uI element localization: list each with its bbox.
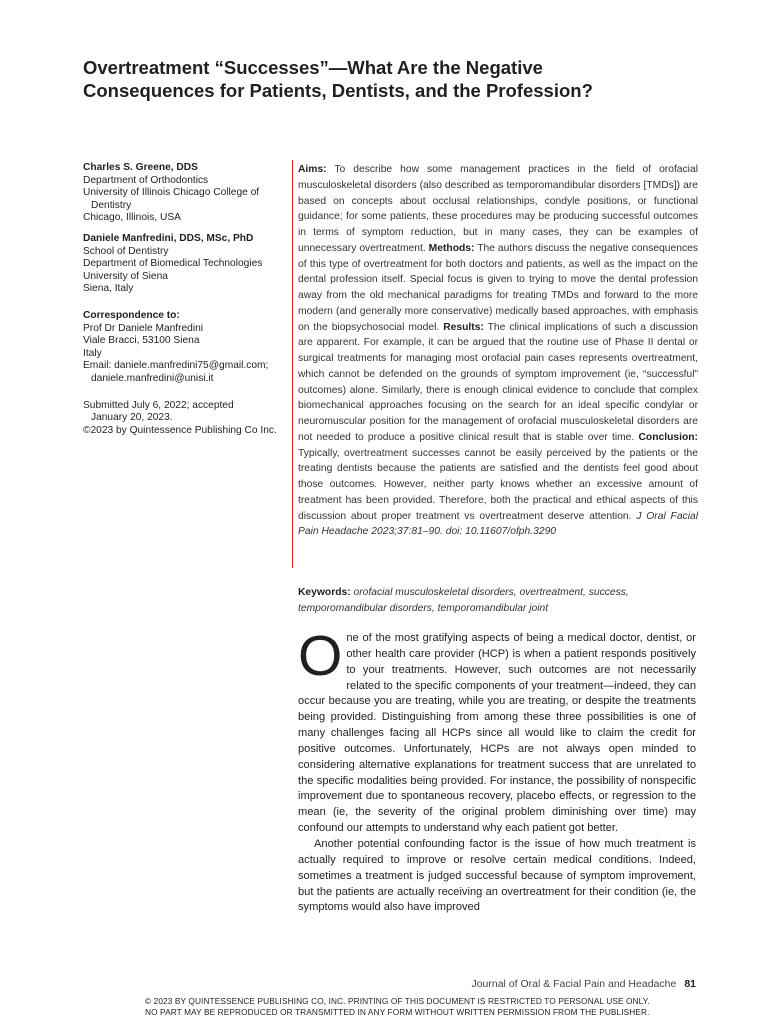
keywords	[298, 585, 698, 617]
author-1	[83, 162, 283, 225]
author-1-affiliation-4: Chicago, Illinois, USA	[83, 212, 181, 224]
body-paragraph-2: Another potential confounding factor is the issue of how much treatment is actually required to improve or resolve certain medical conditions. Indeed, sometimes a treatment is judged successful because of symptom improvement, but the patients are actually receiving an overtreatment for their condition (ie, the symptoms would also have improved	[298, 837, 696, 914]
author-1-affiliation-1: Department of Orthodontics	[83, 174, 209, 186]
correspondence-line-2: Viale Bracci, 53100 Siena	[83, 335, 200, 347]
methods-text: The authors discuss the negative consequences of this type of overtreatment for both doctors and patients, as well as the impact on the dental profession itself. Special focus is given to trying to move the dental profession away from the old mechanical paradigms for treating TMDs and forward to the more modern (and generally more conservative) medically based approaches, with emphasis on the biopsychosocial model.	[298, 242, 698, 333]
correspondence	[83, 310, 283, 386]
article-body	[298, 624, 696, 916]
conclusion-label: Conclusion:	[638, 431, 698, 443]
author-1-affiliation-3: Dentistry	[91, 199, 132, 211]
article-title	[83, 56, 723, 102]
author-info-column	[83, 162, 283, 445]
drop-cap: O	[298, 624, 343, 688]
methods-label: Methods:	[428, 242, 475, 254]
author-2-affiliation-2: Department of Biomedical Technologies	[83, 258, 263, 270]
author-1-name: Charles S. Greene, DDS	[83, 162, 198, 173]
page-number: 81	[684, 978, 696, 990]
title-line-2: Consequences for Patients, Dentists, and the Profession?	[83, 80, 593, 101]
correspondence-line-1: Prof Dr Daniele Manfredini	[83, 322, 204, 334]
title-line-1: Overtreatment “Successes”—What Are the Negative	[83, 57, 543, 78]
correspondence-email-2: daniele.manfredini@unisi.it	[91, 372, 214, 384]
author-2-affiliation-1: School of Dentistry	[83, 245, 169, 257]
results-text: The clinical implications of such a discussion are apparent. For example, it can be argued that the routine use of Phase II dental or surgical treatments for managing most orofacial pain cases represents overtreatment, which cannot be defended on the grounds of symptom improvement (ie, “successful” outcomes) alone. Similarly, there is enough clinical evidence to conclude that complex biomechanical approaches focusing on the search for an ideal specific condylar or neuromuscular position for the management of orofacial musculoskeletal disorders are not needed to produce a positive clinical result that is stable over time.	[298, 321, 699, 443]
submission-info	[83, 400, 283, 438]
author-2-affiliation-3: University of Siena	[83, 270, 168, 282]
author-1-affiliation-2: University of Illinois Chicago College of	[83, 187, 260, 199]
copyright-notice: ©2023 by Quintessence Publishing Co Inc.	[83, 424, 277, 436]
body-paragraph-1	[298, 624, 696, 837]
abstract	[298, 162, 698, 540]
correspondence-line-3: Italy	[83, 347, 102, 359]
copyright-line-2: NO PART MAY BE REPRODUCED OR TRANSMITTED IN ANY FORM WITHOUT WRITTEN PERMISSION FROM THE PUBLISHER.	[145, 1007, 650, 1017]
author-2-name: Daniele Manfredini, DDS, MSc, PhD	[83, 232, 254, 244]
keywords-text: orofacial musculoskeletal disorders, overtreatment, success, temporomandibular disorders, temporomandibular joint	[298, 587, 629, 614]
column-divider	[292, 160, 293, 568]
citation: J Oral Facial Pain Headache 2023;37:81–90. doi: 10.11607/ofph.3290	[298, 510, 698, 538]
correspondence-email-1: Email: daniele.manfredini75@gmail.com;	[83, 360, 269, 372]
results-label: Results:	[443, 321, 484, 333]
page-footer	[300, 978, 696, 990]
aims-label: Aims:	[298, 164, 327, 175]
copyright-footer	[145, 996, 665, 1018]
body-paragraph-1-text: ne of the most gratifying aspects of being a medical doctor, dentist, or other health care provider (HCP) is when a patient responds positively to your treatments. However, such outcomes are not necessarily related to the specific components of your treatment—indeed, they can occur because you are treating, while you are treating, or despite the treatments being provided. Distinguishing from among these three possibilities is one of many challenges facing all HCPs since all would like to claim the credit for positive outcomes. Unfortunately, HCPs are not always open minded to considering alternative explanations for treatment success that are unrelated to the specific modalities being provided. For instance, the possibility of nonspecific improvement due to spontaneous recovery, placebo effects, or regression to the mean (ie, the severity of the original problem diminishing over time) may confound our attempts to understand why each patient got better.	[298, 632, 696, 835]
author-2-affiliation-4: Siena, Italy	[83, 283, 134, 295]
author-2	[83, 233, 283, 296]
journal-name: Journal of Oral & Facial Pain and Headache	[471, 978, 677, 990]
keywords-label: Keywords:	[298, 587, 351, 598]
aims-text: To describe how some management practices in the field of orofacial musculoskeletal disorders (also described as temporomandibular disorders [TMDs]) are based on concepts about occlusal relationships, condyle positions, or functional guidance; for some patients, these procedures may be producing successful outcomes in terms of symptom reduction, but in many cases, they can be examples of unnecessary overtreatment.	[298, 164, 698, 254]
submission-line-2: January 20, 2023.	[91, 412, 173, 424]
conclusion-text: Typically, overtreatment successes cannot be easily perceived by the patients or the treating dentists because the patients are satisfied and the dentists feel good about those outcomes. However, neither party knows whether an excessive amount of treatment has been provided. Therefore, both the practical and ethical aspects of this discussion about proper treatment vs overtreatment deserve attention.	[298, 447, 698, 522]
copyright-line-1: © 2023 BY QUINTESSENCE PUBLISHING CO, INC. PRINTING OF THIS DOCUMENT IS RESTRICTED TO PERSONAL USE ONLY.	[145, 996, 650, 1006]
submission-line-1: Submitted July 6, 2022; accepted	[83, 399, 234, 411]
correspondence-heading: Correspondence to:	[83, 309, 180, 321]
